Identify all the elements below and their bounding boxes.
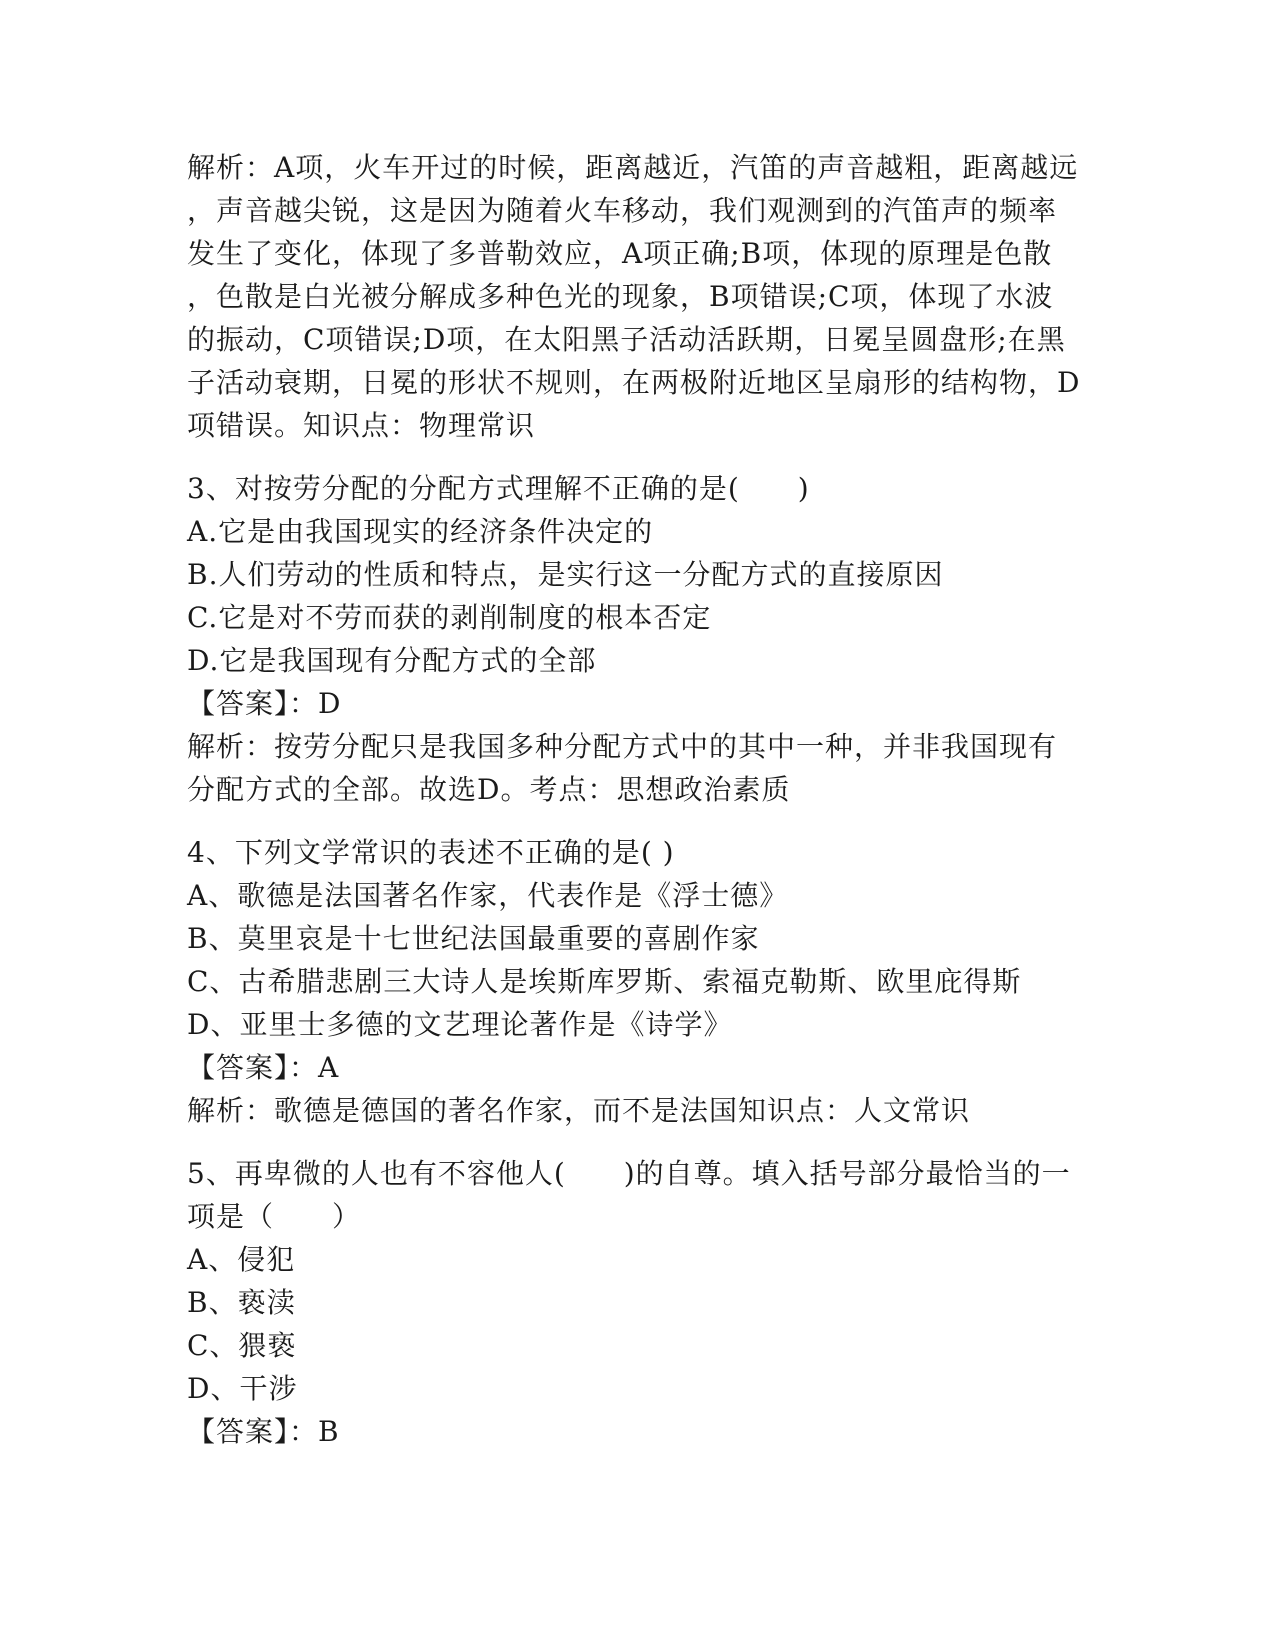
- text-line: 3、对按劳分配的分配方式理解不正确的是( ): [187, 472, 810, 505]
- text-line: ，色散是白光被分解成多种色光的现象，B项错误;C项，体现了水波: [187, 280, 1054, 313]
- text-line: ，声音越尖锐，这是因为随着火车移动，我们观测到的汽笛声的频率: [187, 194, 1058, 227]
- text-line: 项是（ ）: [187, 1200, 362, 1233]
- text-line: A、侵犯: [187, 1243, 296, 1276]
- text-line: C、猥亵: [187, 1329, 297, 1362]
- text-line: 【答案】：A: [187, 1051, 340, 1084]
- text-line: C.它是对不劳而获的剥削制度的根本否定: [187, 601, 712, 634]
- text-line: 发生了变化，体现了多普勒效应，A项正确;B项，体现的原理是色散: [187, 237, 1053, 270]
- text-line: 【答案】：D: [187, 687, 342, 720]
- text-line: 的振动，C项错误;D项，在太阳黑子活动活跃期，日冕呈圆盘形;在黑: [187, 323, 1066, 356]
- text-line: D、亚里士多德的文艺理论著作是《诗学》: [187, 1008, 733, 1041]
- text-line: B、亵渎: [187, 1286, 296, 1319]
- text-line: 分配方式的全部。故选D。考点：思想政治素质: [187, 773, 791, 806]
- paragraph-gap: [187, 447, 1087, 467]
- text-line: 项错误。知识点：物理常识: [187, 409, 536, 442]
- text-line: 4、下列文学常识的表述不正确的是( ): [187, 836, 675, 869]
- text-line: 解析：A项，火车开过的时候，距离越近，汽笛的声音越粗，距离越远: [187, 151, 1079, 184]
- text-block: [187, 831, 1087, 1132]
- text-line: 子活动衰期，日冕的形状不规则，在两极附近地区呈扇形的结构物，D: [187, 366, 1081, 399]
- paragraph-gap: [187, 811, 1087, 831]
- text-block: [187, 467, 1087, 811]
- text-line: 5、再卑微的人也有不容他人( )的自尊。填入括号部分最恰当的一: [187, 1157, 1071, 1190]
- text-line: 解析：按劳分配只是我国多种分配方式中的其中一种，并非我国现有: [187, 730, 1058, 763]
- text-line: D.它是我国现有分配方式的全部: [187, 644, 597, 677]
- text-line: 解析：歌德是德国的著名作家，而不是法国知识点：人文常识: [187, 1094, 971, 1127]
- text-line: A.它是由我国现实的经济条件决定的: [187, 515, 654, 548]
- text-line: B.人们劳动的性质和特点，是实行这一分配方式的直接原因: [187, 558, 944, 591]
- paragraph-gap: [187, 1132, 1087, 1152]
- document-body: [187, 146, 1087, 1453]
- text-line: B、莫里哀是十七世纪法国最重要的喜剧作家: [187, 922, 760, 955]
- text-block: [187, 1152, 1087, 1453]
- text-line: 【答案】：B: [187, 1415, 340, 1448]
- text-line: D、干涉: [187, 1372, 298, 1405]
- text-block: [187, 146, 1087, 447]
- text-line: C、古希腊悲剧三大诗人是埃斯库罗斯、索福克勒斯、欧里庇得斯: [187, 965, 1022, 998]
- text-line: A、歌德是法国著名作家，代表作是《浮士德》: [187, 879, 789, 912]
